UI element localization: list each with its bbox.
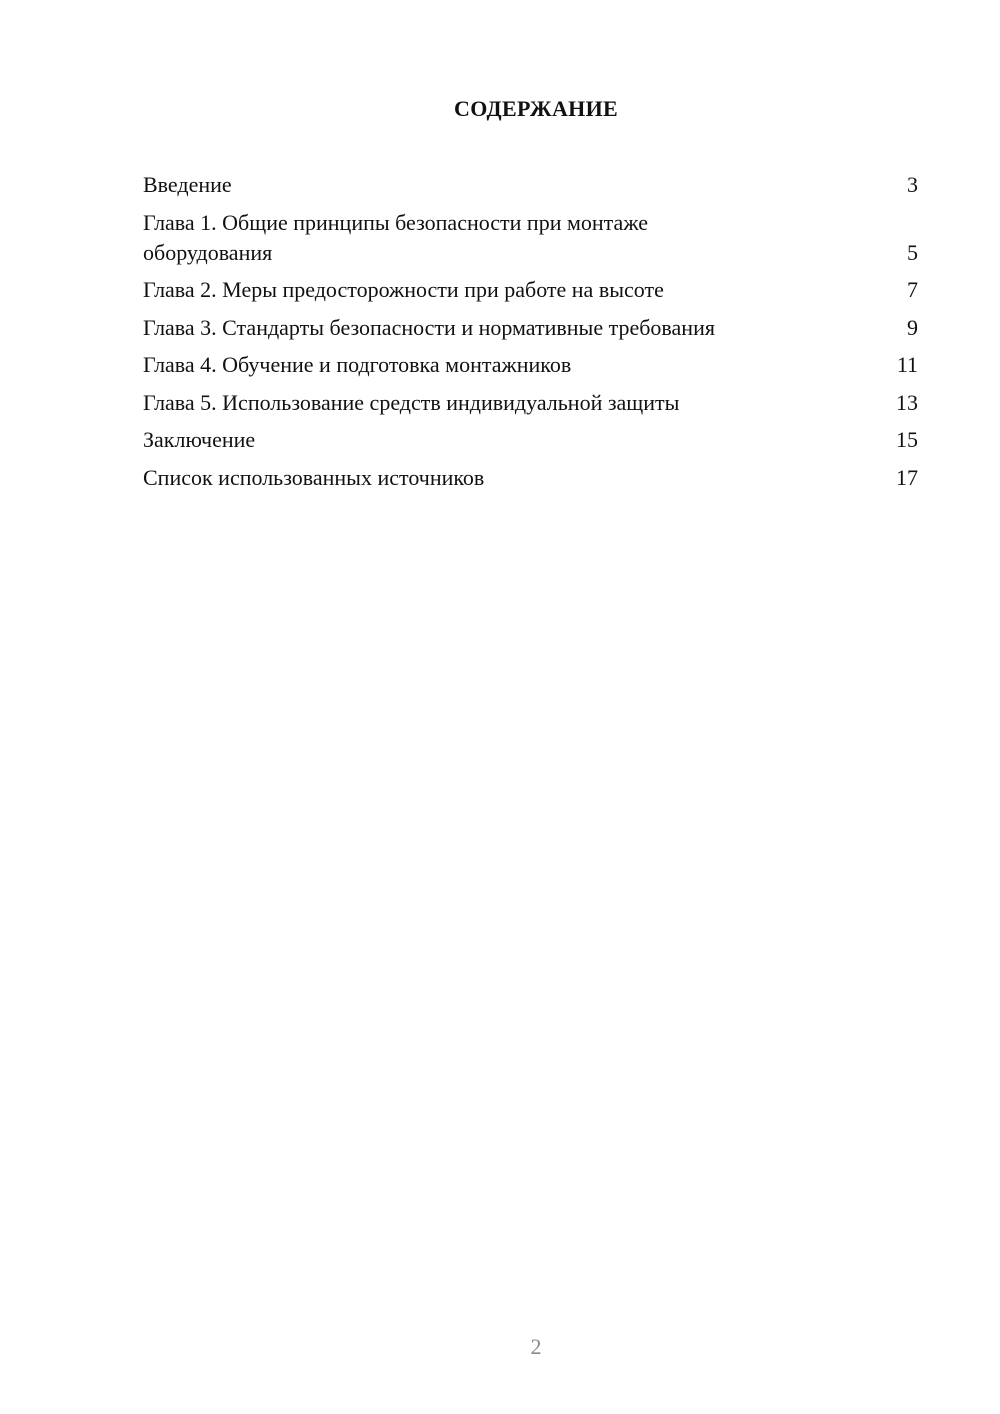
toc-entry-title: Глава 1. Общие принципы безопасности при монтаже оборудования — [143, 209, 648, 265]
toc-entry-title: Глава 2. Меры предосторожности при работе на высоте — [143, 277, 664, 302]
toc-entry-page: 9 — [907, 314, 918, 340]
toc-entry-introduction — [143, 170, 920, 200]
toc-entry-chapter-3 — [143, 313, 920, 343]
toc-entry-title: Введение — [143, 172, 232, 197]
toc-entry-chapter-4 — [143, 350, 920, 380]
toc-entry-page: 5 — [907, 239, 918, 265]
toc-entry-references — [143, 463, 920, 493]
toc-entry-page: 17 — [896, 464, 918, 490]
toc-entry-chapter-5 — [143, 388, 920, 418]
page-number: 2 — [530, 1334, 542, 1359]
toc-entry-title: Заключение — [143, 427, 256, 452]
toc-entry-title: Глава 3. Стандарты безопасности и нормативные требования — [143, 314, 715, 340]
toc-heading: СОДЕРЖАНИЕ — [454, 96, 618, 121]
toc-entry-page: 13 — [896, 389, 918, 415]
toc-entry-chapter-2 — [143, 275, 920, 305]
toc-entry-page: 15 — [896, 427, 918, 452]
table-of-contents — [143, 170, 920, 500]
toc-entry-title: Глава 4. Обучение и подготовка монтажников — [143, 352, 572, 377]
toc-entry-title: Глава 5. Использование средств индивидуальной защиты — [143, 389, 680, 415]
toc-entry-page: 3 — [907, 172, 918, 197]
toc-entry-title: Список использованных источников — [143, 464, 485, 490]
toc-entry-page: 7 — [907, 277, 918, 302]
toc-entry-chapter-1 — [143, 208, 920, 268]
toc-entry-conclusion — [143, 425, 920, 455]
toc-entry-page: 11 — [896, 352, 918, 377]
